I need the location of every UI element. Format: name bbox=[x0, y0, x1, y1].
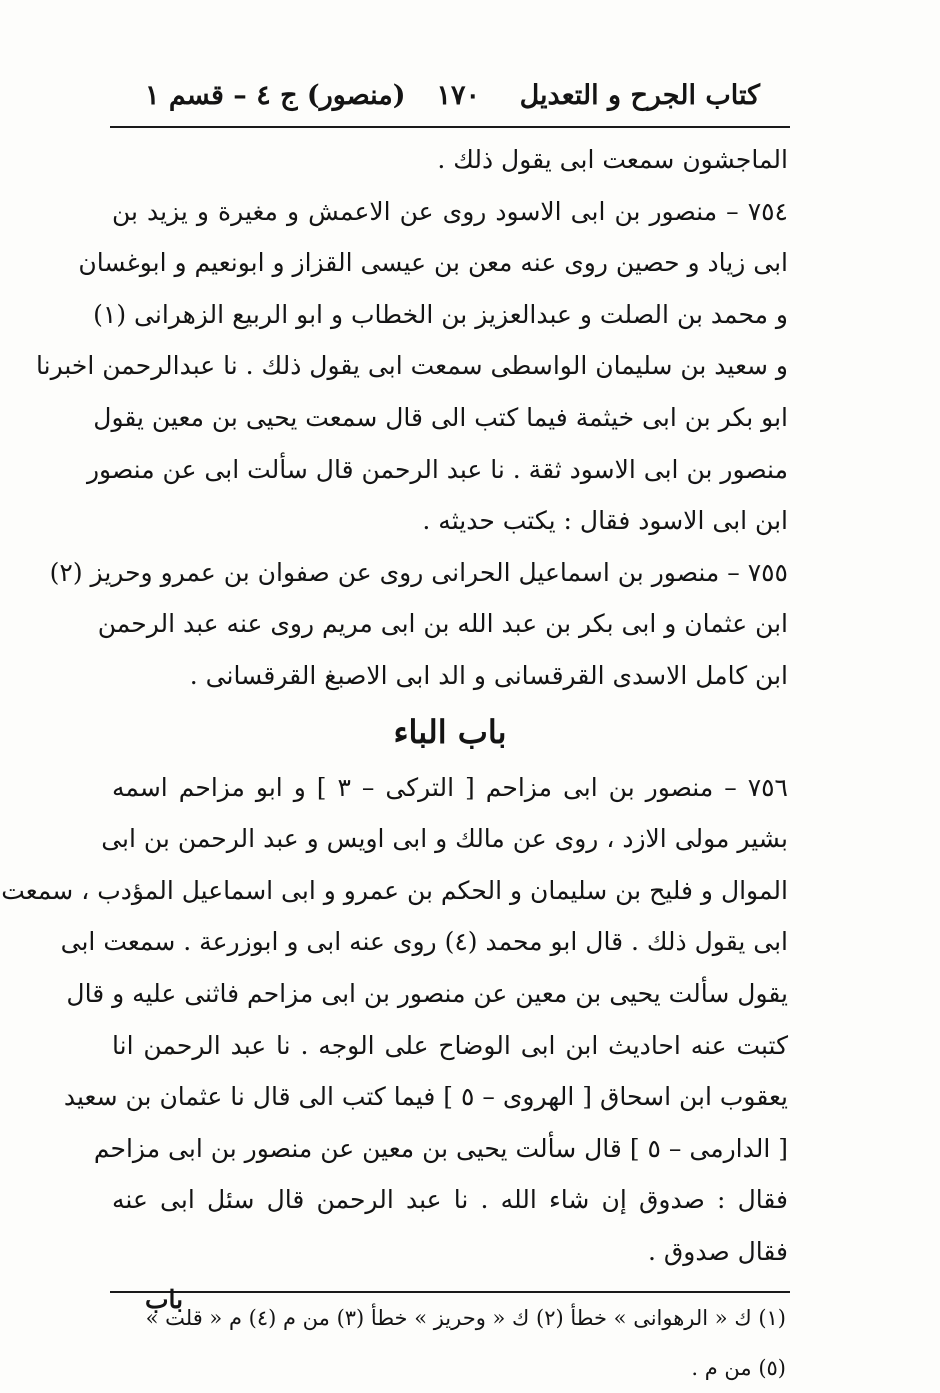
catchword: باب bbox=[145, 1285, 184, 1314]
volume-part: (منصور) ج ٤ – قسم ١ bbox=[145, 80, 406, 111]
page bbox=[1, 62, 790, 1393]
text-line: الماجشون سمعت ابى يقول ذلك . bbox=[437, 145, 788, 174]
text-line: ابو بكر بن ابى خيثمة فيما كتب الى قال سمعت يحيى بن معين يقول bbox=[93, 402, 788, 432]
text-line: ابن عثمان و ابى بكر بن عبد الله بن ابى مريم روى عنه عبد الرحمن bbox=[97, 609, 788, 639]
text-line: و سعيد بن سليمان الواسطى سمعت ابى يقول ذلك . نا عبدالرحمن اخبرنا bbox=[36, 351, 788, 381]
text-line: منصور بن ابى الاسود ثقة . نا عبد الرحمن قال سألت ابى عن منصور bbox=[86, 454, 788, 484]
footnote-line: (١) ك « الرهوانى » خطأ (٢) ك « وحريز » خطأ (٣) من م (٤) م « قلت » bbox=[145, 1306, 786, 1331]
text-line: ابن كامل الاسدى القرقسانى و الد ابى الاصبغ القرقسانى . bbox=[189, 660, 788, 690]
footnotes bbox=[110, 1293, 790, 1393]
text-line: فقال صدوق . bbox=[647, 1236, 788, 1266]
text-line: بشير مولى الازد ، روى عن مالك و ابى اويس و عبد الرحمن بن ابى bbox=[101, 824, 788, 854]
text-line: ابن ابى الاسود فقال : يكتب حديثه . bbox=[422, 506, 788, 536]
text-line: الموال و فليح بن سليمان و الحكم بن عمرو و ابى اسماعيل المؤدب ، سمعت bbox=[1, 875, 788, 905]
text-line: فقال : صدوق إن شاء الله . نا عبد الرحمن قال سئل ابى عنه bbox=[112, 1185, 788, 1215]
text-line: [ الدارمى – ٥ ] قال سألت يحيى بن معين عن منصور بن ابى مزاحم bbox=[93, 1133, 788, 1163]
text-line: ابى زياد و حصين روى عنه معن بن عيسى القزاز و ابونعيم و ابوغسان bbox=[78, 248, 788, 278]
running-header bbox=[110, 62, 790, 128]
text-line: يعقوب ابن اسحاق [ الهروى – ٥ ] فيما كتب الى قال نا عثمان بن سعيد bbox=[63, 1082, 788, 1112]
entry-755-line: ٧٥٥ – منصور بن اسماعيل الحرانى روى عن صفوان بن عمرو وحريز (٢) bbox=[49, 557, 788, 587]
entry-754-line: ٧٥٤ – منصور بن ابى الاسود روى عن الاعمش و مغيرة و يزيد بن bbox=[112, 196, 788, 226]
text-line: كتبت عنه احاديث ابن ابى الوضاح على الوجه . نا عبد الرحمن انا bbox=[112, 1030, 788, 1060]
footnote-line: (٥) من م . bbox=[691, 1356, 786, 1381]
main-text bbox=[1, 134, 790, 1277]
book-title: كتاب الجرح و التعديل bbox=[519, 80, 760, 111]
section-heading: باب الباء bbox=[393, 712, 507, 751]
text-line: ابى يقول ذلك . قال ابو محمد (٤) روى عنه ابى و ابوزرعة . سمعت ابى bbox=[60, 927, 788, 957]
page-number: ١٧٠ bbox=[436, 80, 480, 111]
text-line: يقول سألت يحيى بن معين عن منصور بن ابى مزاحم فاثنى عليه و قال bbox=[66, 978, 788, 1008]
text-line: و محمد بن الصلت و عبدالعزيز بن الخطاب و ابو الربيع الزهرانى (١) bbox=[93, 299, 788, 329]
entry-756-line: ٧٥٦ – منصور بن ابى مزاحم [ التركى – ٣ ] و ابو مزاحم اسمه bbox=[112, 772, 788, 802]
